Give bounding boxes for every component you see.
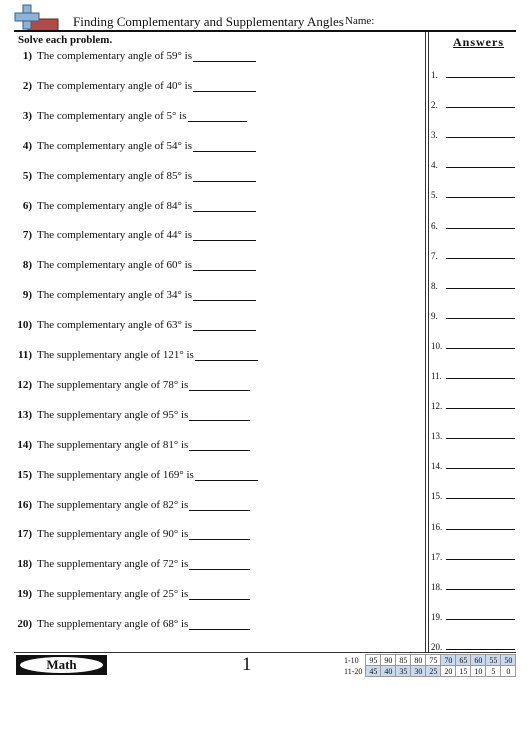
problem-text-wrapper: [37, 618, 250, 630]
score-key-cell: 50: [501, 655, 516, 666]
answer-number: 13.: [431, 431, 443, 442]
problem-number: 20): [17, 618, 32, 631]
problem-text: The complementary angle of 84° is: [37, 199, 192, 212]
problem-item: [0, 229, 425, 245]
answer-row: [431, 190, 521, 204]
answer-row: [431, 160, 521, 174]
answer-blank[interactable]: [193, 81, 256, 92]
answer-blank[interactable]: [193, 141, 256, 152]
score-key-cell: 90: [381, 655, 396, 666]
problem-number: 9): [22, 289, 32, 302]
score-key-cell: 95: [366, 655, 381, 666]
answer-line[interactable]: [446, 137, 515, 138]
problem-item: [0, 558, 425, 574]
answer-row: [431, 130, 521, 144]
answer-line[interactable]: [446, 649, 515, 650]
answer-number: 15.: [431, 491, 443, 502]
problem-text-wrapper: [37, 588, 250, 600]
answer-number: 7.: [431, 250, 438, 261]
answer-number: 4.: [431, 160, 438, 171]
problem-text-wrapper: [37, 558, 250, 570]
answer-number: 14.: [431, 461, 443, 472]
problem-item: [0, 170, 425, 186]
worksheet-title: Finding Complementary and Supplementary Angles: [73, 14, 344, 29]
score-key-cell: 40: [381, 666, 396, 677]
score-key-cell: 20: [441, 666, 456, 677]
problem-text-wrapper: [37, 349, 258, 361]
answer-line[interactable]: [446, 197, 515, 198]
problem-item: [0, 349, 425, 365]
answer-row: [431, 70, 521, 84]
answer-column-divider: [425, 32, 426, 652]
answers-heading: Answers: [453, 35, 504, 49]
problem-number: 6): [22, 199, 32, 212]
page-number: 1: [242, 654, 252, 675]
answer-row: [431, 251, 521, 265]
subject-label: Math: [20, 657, 103, 673]
answer-blank[interactable]: [193, 290, 256, 301]
answer-blank[interactable]: [189, 559, 250, 570]
answer-number: 2.: [431, 100, 438, 111]
problem-text: The complementary angle of 63° is: [37, 319, 192, 332]
answer-line[interactable]: [446, 468, 515, 469]
answer-blank[interactable]: [189, 500, 250, 511]
answer-number: 16.: [431, 521, 443, 532]
score-key-cell: 5: [486, 666, 501, 677]
answer-blank[interactable]: [193, 51, 256, 62]
answer-number: 12.: [431, 401, 443, 412]
score-key-table: [344, 654, 516, 677]
answer-line[interactable]: [446, 167, 515, 168]
problem-text: The supplementary angle of 90° is: [37, 528, 189, 541]
answer-row: [431, 431, 521, 445]
problem-item: [0, 528, 425, 544]
answer-line[interactable]: [446, 529, 515, 530]
problem-text-wrapper: [37, 439, 250, 451]
instructions: Solve each problem.: [18, 34, 113, 46]
answer-row: [431, 461, 521, 475]
answer-line[interactable]: [446, 318, 515, 319]
name-field-label: Name:: [345, 15, 375, 27]
problem-number: 18): [17, 558, 32, 571]
score-key-cell: 85: [396, 655, 411, 666]
problem-item: [0, 200, 425, 216]
score-key-cell: 65: [456, 655, 471, 666]
problem-text-wrapper: [37, 528, 250, 540]
score-key-cell: 60: [471, 655, 486, 666]
problem-text: The complementary angle of 44° is: [37, 229, 192, 242]
score-key-cell: 25: [426, 666, 441, 677]
answer-blank[interactable]: [189, 619, 250, 630]
problem-number: 14): [17, 438, 32, 451]
answer-number: 6.: [431, 220, 438, 231]
answer-row: [431, 311, 521, 325]
problem-number: 2): [22, 79, 32, 92]
problem-text: The complementary angle of 60° is: [37, 259, 192, 272]
answer-line[interactable]: [446, 107, 515, 108]
answer-row: [431, 281, 521, 295]
problem-number: 16): [17, 498, 32, 511]
problem-item: [0, 469, 425, 485]
problem-item: [0, 259, 425, 275]
answer-number: 17.: [431, 551, 443, 562]
problem-number: 7): [22, 229, 32, 242]
problem-number: 13): [17, 408, 32, 421]
answer-number: 10.: [431, 340, 443, 351]
answer-number: 1.: [431, 70, 438, 80]
answer-blank[interactable]: [193, 201, 256, 212]
problem-text: The complementary angle of 5° is: [37, 109, 187, 122]
answer-blank[interactable]: [193, 260, 256, 271]
answer-number: 18.: [431, 581, 443, 592]
score-key-row: [344, 666, 516, 677]
answer-blank[interactable]: [193, 320, 256, 331]
answer-row: [431, 341, 521, 355]
problem-text-wrapper: [37, 140, 256, 152]
problem-item: [0, 110, 425, 126]
problem-text-wrapper: [37, 80, 256, 92]
problem-text-wrapper: [37, 379, 250, 391]
problem-text: The complementary angle of 85° is: [37, 169, 192, 182]
answer-blank[interactable]: [189, 589, 250, 600]
problem-text-wrapper: [37, 229, 256, 241]
problem-text-wrapper: [37, 469, 258, 481]
problem-text-wrapper: [37, 110, 247, 122]
score-key-cell: 75: [426, 655, 441, 666]
answer-row: [431, 491, 521, 505]
problem-item: [0, 499, 425, 515]
problem-number: 3): [22, 109, 32, 122]
problem-number: 8): [22, 259, 32, 272]
score-key-cell: 0: [501, 666, 516, 677]
answer-line[interactable]: [446, 288, 515, 289]
problem-text-wrapper: [37, 319, 256, 331]
problem-text: The supplementary angle of 72° is: [37, 558, 189, 571]
problem-number: 12): [17, 378, 32, 391]
answer-row: [431, 612, 521, 626]
problem-text: The supplementary angle of 25° is: [37, 588, 189, 601]
problem-text: The complementary angle of 40° is: [37, 79, 192, 92]
problem-number: 19): [17, 588, 32, 601]
problem-text: The supplementary angle of 81° is: [37, 438, 189, 451]
problem-text-wrapper: [37, 259, 256, 271]
answer-line[interactable]: [446, 77, 515, 78]
problem-item: [0, 409, 425, 425]
problem-text: The supplementary angle of 78° is: [37, 378, 189, 391]
answer-blank[interactable]: [189, 380, 250, 391]
score-key-cell: 70: [441, 655, 456, 666]
answer-row: [431, 552, 521, 566]
problem-text: The supplementary angle of 68° is: [37, 618, 189, 631]
answer-blank[interactable]: [193, 230, 256, 241]
answer-line[interactable]: [446, 258, 515, 259]
answer-number: 9.: [431, 310, 438, 321]
problem-item: [0, 50, 425, 66]
score-key-cell: 55: [486, 655, 501, 666]
score-key-range: 11-20: [344, 666, 363, 676]
answer-row: [431, 582, 521, 596]
answer-number: 19.: [431, 611, 443, 622]
problem-text: The supplementary angle of 95° is: [37, 408, 189, 421]
score-key-cell: 35: [396, 666, 411, 677]
problem-item: [0, 379, 425, 395]
answer-blank[interactable]: [189, 440, 250, 451]
score-key-cell: 10: [471, 666, 486, 677]
score-key-cell: 30: [411, 666, 426, 677]
answer-number: 5.: [431, 190, 438, 201]
problem-text-wrapper: [37, 289, 256, 301]
problem-text: The complementary angle of 59° is: [37, 50, 192, 62]
score-key-cell: 15: [456, 666, 471, 677]
answer-line[interactable]: [446, 378, 515, 379]
answer-line[interactable]: [446, 228, 515, 229]
problem-text: The complementary angle of 54° is: [37, 139, 192, 152]
answer-line[interactable]: [446, 589, 515, 590]
problem-number: 1): [22, 50, 32, 62]
problem-item: [0, 618, 425, 634]
score-key-range: 1-10: [344, 655, 359, 665]
answer-blank[interactable]: [195, 470, 258, 481]
answer-blank[interactable]: [195, 350, 258, 361]
footer-divider: [14, 652, 516, 653]
problem-item: [0, 439, 425, 455]
problem-text-wrapper: [37, 200, 256, 212]
answer-number: 20.: [431, 641, 443, 652]
answer-row: [431, 100, 521, 114]
answer-number: 11.: [431, 371, 442, 381]
problem-item: [0, 289, 425, 305]
problem-text-wrapper: [37, 170, 256, 182]
answer-column-divider-inner: [428, 32, 429, 652]
problem-number: 4): [22, 139, 32, 152]
problem-text-wrapper: [37, 409, 250, 421]
answer-number: 3.: [431, 130, 438, 141]
answer-line[interactable]: [446, 619, 515, 620]
answer-line[interactable]: [446, 498, 515, 499]
problem-text: The supplementary angle of 121° is: [37, 349, 194, 361]
problem-text: The supplementary angle of 169° is: [37, 468, 194, 481]
problem-number: 17): [17, 528, 32, 541]
problem-number: 10): [17, 319, 32, 332]
answer-blank[interactable]: [188, 111, 247, 122]
problem-item: [0, 319, 425, 335]
problem-text: The supplementary angle of 82° is: [37, 498, 189, 511]
subject-badge: [16, 655, 107, 675]
answer-line[interactable]: [446, 438, 515, 439]
score-key-cell: 45: [366, 666, 381, 677]
answer-row: [431, 371, 521, 385]
problem-item: [0, 80, 425, 96]
answer-row: [431, 522, 521, 536]
problem-item: [0, 140, 425, 156]
score-key-row: [344, 655, 516, 666]
problem-number: 15): [17, 468, 32, 481]
score-key-cell: 80: [411, 655, 426, 666]
header-divider: [14, 30, 516, 32]
problem-text-wrapper: [37, 50, 256, 62]
answer-blank[interactable]: [189, 410, 250, 421]
problem-item: [0, 588, 425, 604]
problem-number: 11): [17, 349, 32, 361]
problem-text: The complementary angle of 34° is: [37, 289, 192, 302]
answer-line[interactable]: [446, 559, 515, 560]
answer-number: 8.: [431, 280, 438, 291]
problem-text-wrapper: [37, 499, 250, 511]
answer-line[interactable]: [446, 348, 515, 349]
answer-row: [431, 221, 521, 235]
answer-row: [431, 401, 521, 415]
answer-line[interactable]: [446, 408, 515, 409]
answer-blank[interactable]: [193, 171, 256, 182]
answer-blank[interactable]: [189, 529, 250, 540]
problem-number: 5): [22, 169, 32, 182]
